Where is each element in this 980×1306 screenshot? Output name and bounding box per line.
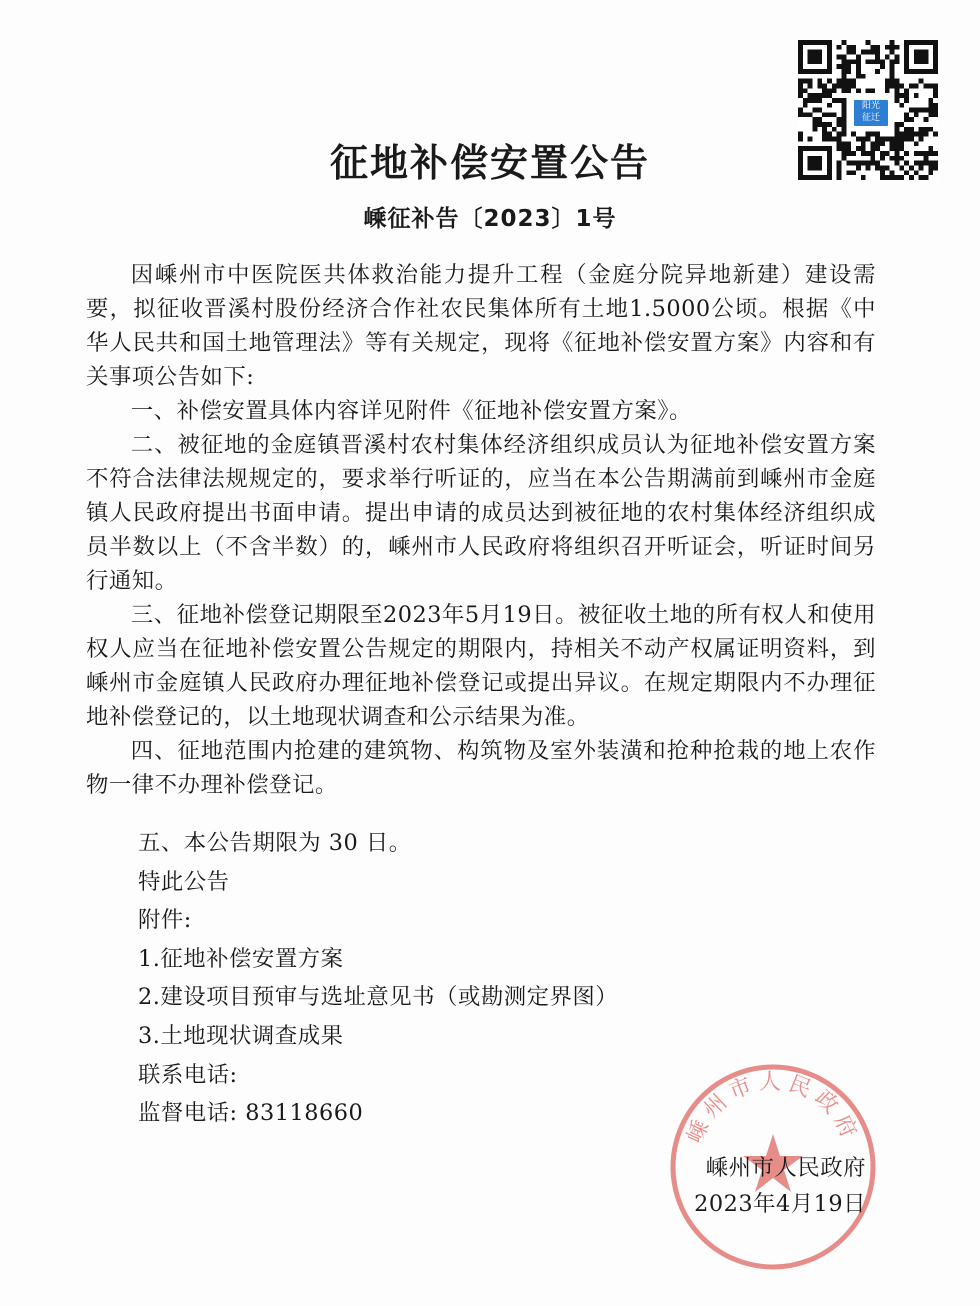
contact-phone: 联系电话: bbox=[138, 1061, 238, 1088]
document-number: 嵊征补告〔2023〕1号 bbox=[363, 206, 617, 232]
issue-date: 2023年4月19日 bbox=[694, 1191, 866, 1217]
paragraph-item-5: 五、本公告期限为 30 日。 bbox=[138, 830, 412, 856]
supervision-phone bbox=[138, 1094, 618, 1133]
paragraph-item-2: 二、被征地的金庭镇晋溪村农村集体经济组织成员认为征地补偿安置方案不符合法律法规规定的，要求举行听证的，应当在本公告期满前到嵊州市金庭镇人民政府提出书面申请。提出申请的成员达到被征地的农村集体经济组织成员半数以上（不含半数）的，嵊州市人民政府将组织召开听证会，听证时间另行通知。 bbox=[86, 432, 876, 594]
notice-footer bbox=[138, 824, 618, 1133]
notice-body bbox=[86, 258, 876, 802]
page-title: 征地补偿安置公告 bbox=[329, 141, 650, 185]
paragraph-item-1: 一、补偿安置具体内容详见附件《征地补偿安置方案》。 bbox=[130, 398, 692, 424]
supervision-phone-label: 监督电话: bbox=[138, 1100, 238, 1127]
issuer-name: 嵊州市人民政府 bbox=[705, 1155, 866, 1181]
paragraph-intro: 因嵊州市中医院医共体救治能力提升工程（金庭分院异地新建）建设需要，拟征收晋溪村股份经济合作社农民集体所有土地1.5000公顷。根据《中华人民共和国土地管理法》等有关规定，现将《征地补偿安置方案》内容和有关事项公告如下: bbox=[86, 262, 876, 390]
seal-text: 嵊州市人民政府 bbox=[682, 1069, 864, 1148]
paragraph-item-4: 四、征地范围内抢建的建筑物、构筑物及室外装潢和抢种抢栽的地上农作物一律不办理补偿登记。 bbox=[86, 738, 876, 798]
attachments-label: 附件: bbox=[138, 907, 192, 934]
attachment-item: 1.征地补偿安置方案 bbox=[138, 945, 344, 972]
qr-badge-line2: 征迁 bbox=[861, 113, 880, 123]
attachment-item: 3.土地现状调查成果 bbox=[138, 1022, 344, 1049]
qr-badge-line1: 阳光 bbox=[861, 101, 880, 111]
issuer-block bbox=[694, 1150, 866, 1222]
closing-text: 特此公告 bbox=[138, 868, 230, 895]
supervision-phone-number: 83118660 bbox=[245, 1100, 364, 1127]
attachment-item: 2.建设项目预审与选址意见书（或勘测定界图） bbox=[138, 984, 619, 1011]
paragraph-item-3: 三、征地补偿登记期限至2023年5月19日。被征收土地的所有权人和使用权人应当在征地补偿安置公告规定的期限内，持相关不动产权属证明资料，到嵊州市金庭镇人民政府办理征地补偿登记或提出异议。在规定期限内不办理征地补偿登记的，以土地现状调查和公示结果为准。 bbox=[86, 602, 876, 730]
